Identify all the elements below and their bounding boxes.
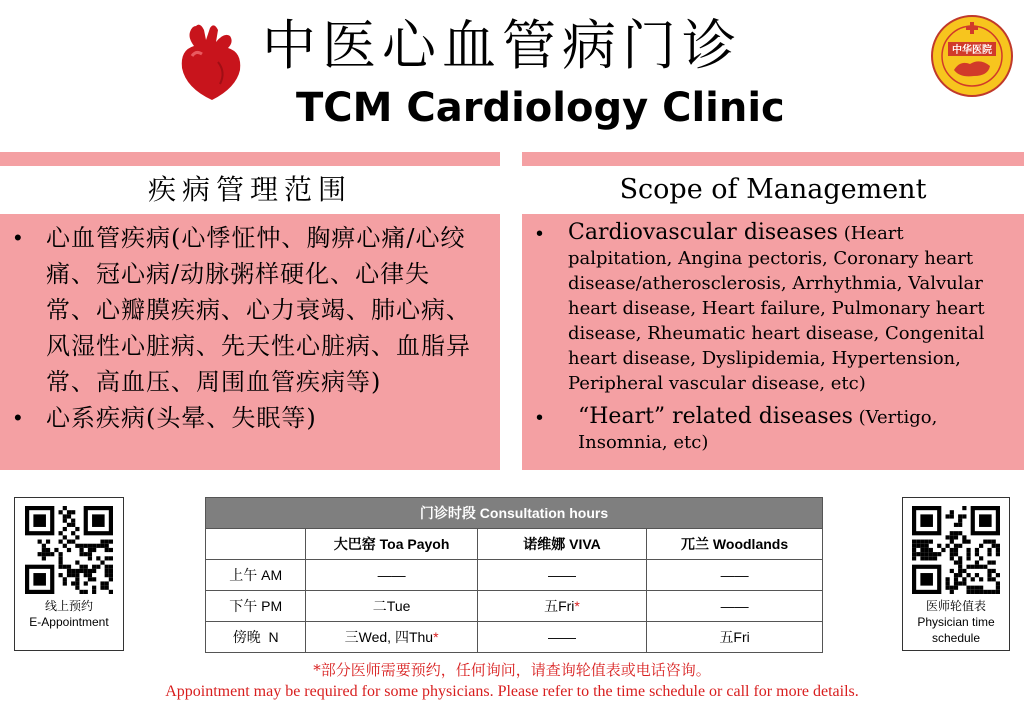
table-cell: 五Fri [647, 622, 823, 653]
row-label: 傍晚 N [206, 622, 306, 653]
qr-label-chinese: 医师轮值表 [925, 599, 986, 613]
scope-panel-chinese [0, 214, 500, 470]
appointment-asterisk: * [433, 629, 439, 645]
table-cell: 五Fri* [477, 591, 646, 622]
qr-label-chinese: 线上预约 [44, 599, 93, 613]
table-header-cell [206, 529, 306, 560]
qr-code-icon[interactable] [912, 506, 1000, 594]
physician-schedule-qr-card[interactable] [902, 497, 1010, 651]
row-label: 下午 PM [206, 591, 306, 622]
seal-text: 中华医院 [952, 45, 992, 56]
list-item-main: Cardiovascular diseases [568, 220, 838, 245]
list-item-detail: (Heart palpitation, Angina pectoris, Coronary heart disease/atherosclerosis, Arrhythmia, Valvular heart disease, Heart failure, Pulmonary heart disease, Rheumatic heart disease, Congenital heart disease, Dyslipidemia, Hypertension, Peripheral vascular disease, etc) [568, 223, 985, 394]
table-cell: —— [647, 591, 823, 622]
institution-seal-icon [930, 14, 1014, 98]
table-cell: —— [647, 560, 823, 591]
scope-heading-english: Scope of Management [619, 174, 927, 205]
scope-heading-chinese: 疾病管理范围 [147, 173, 352, 206]
qr-label-english: E-Appointment [29, 615, 109, 629]
qr-label-english: Physician time schedule [917, 615, 995, 645]
consultation-hours-table [205, 497, 823, 653]
appointment-asterisk: * [574, 598, 580, 614]
footnote-chinese: *部分医师需要预约，任何询问，请查询轮值表或电话咨询。 [313, 661, 711, 679]
table-header-cell: 兀兰 Woodlands [647, 529, 823, 560]
table-header-cell: 大巴窑 Toa Payoh [306, 529, 477, 560]
table-row [206, 560, 823, 591]
left-accent-bar [0, 152, 500, 166]
scope-panel-english [522, 214, 1024, 470]
list-item-main: “Heart” related diseases [578, 404, 853, 429]
list-item: • 心血管疾病(心悸怔忡、胸痹心痛/心绞痛、冠心病/动脉粥样硬化、心律失常、心瓣膜疾病、心力衰竭、肺心病、风湿性心脏病、先天性心脏病、血脂异常、高血压、周围血管疾病等) [12, 220, 480, 400]
table-row [206, 591, 823, 622]
table-cell: 二Tue [306, 591, 477, 622]
list-item-detail: (Vertigo, Insomnia, etc) [578, 407, 938, 453]
row-label: 上午 AM [206, 560, 306, 591]
table-title: 门诊时段 Consultation hours [206, 498, 823, 529]
table-cell: —— [306, 560, 477, 591]
disease-list-english [532, 220, 1010, 455]
table-cell: 三Wed, 四Thu* [306, 622, 477, 653]
table-cell: —— [477, 560, 646, 591]
footnote-english: Appointment may be required for some physicians. Please refer to the time schedule or call for more details. [165, 683, 859, 700]
disease-list-chinese [12, 220, 480, 436]
table-cell: —— [477, 622, 646, 653]
right-accent-bar [522, 152, 1024, 166]
heart-icon [178, 22, 244, 102]
page-title-english: TCM Cardiology Clinic [296, 85, 785, 131]
qr-code-icon[interactable] [25, 506, 113, 594]
table-header-cell: 诺维娜 VIVA [477, 529, 646, 560]
list-item [532, 404, 1010, 455]
page-title-chinese: 中医心血管病门诊 [262, 14, 742, 77]
e-appointment-qr-card[interactable] [14, 497, 124, 651]
list-item: • 心系疾病(头晕、失眠等) [12, 400, 480, 436]
table-row [206, 622, 823, 653]
list-item [532, 220, 1010, 396]
